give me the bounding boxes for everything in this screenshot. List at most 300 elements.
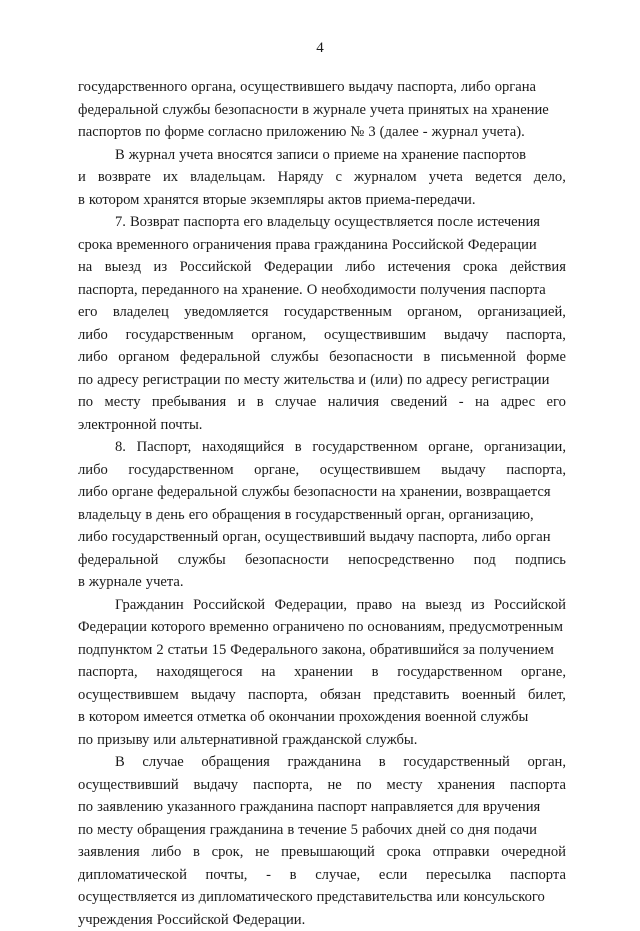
word: хранятся xyxy=(143,189,198,212)
word: хранение xyxy=(491,99,548,122)
word: паспорта xyxy=(510,864,566,887)
text-line xyxy=(78,864,566,887)
word: превышающий xyxy=(281,841,375,864)
word: его xyxy=(189,504,208,527)
word: органа, xyxy=(191,76,236,99)
word: органе, xyxy=(521,661,566,684)
word: безопасности xyxy=(214,99,298,122)
word: выдачу xyxy=(441,459,486,482)
page-number: 4 xyxy=(0,38,640,58)
text-line xyxy=(78,661,566,684)
word: осуществившего xyxy=(240,76,344,99)
word: регистрации xyxy=(472,369,550,392)
word: на xyxy=(261,661,275,684)
word: 3 xyxy=(368,121,375,144)
word: актов xyxy=(328,189,362,212)
word: права xyxy=(275,234,310,257)
word: адресу xyxy=(426,369,468,392)
word: организацию, xyxy=(449,504,534,527)
word: за xyxy=(463,639,475,662)
text-line xyxy=(78,549,566,572)
text-line xyxy=(78,639,566,662)
word: Паспорт, xyxy=(137,436,192,459)
text-line xyxy=(78,886,566,909)
word: альтернативной xyxy=(180,729,278,752)
word: либо xyxy=(78,481,108,504)
word: осуществляется xyxy=(334,211,433,234)
word: О xyxy=(307,279,318,302)
word: органе, xyxy=(254,459,299,482)
word: уведомляется xyxy=(184,301,268,324)
word: либо xyxy=(151,841,181,864)
word: либо xyxy=(78,324,108,347)
word: письменной xyxy=(441,346,516,369)
word: федеральной xyxy=(157,481,237,504)
word: государственного xyxy=(78,76,187,99)
word: действия xyxy=(510,256,566,279)
text-line xyxy=(78,819,566,842)
word: истечения xyxy=(477,211,540,234)
word: обратившийся xyxy=(370,639,459,662)
word: либо xyxy=(78,459,108,482)
word: представительства xyxy=(317,886,433,909)
word: органа xyxy=(495,76,536,99)
word: на xyxy=(383,144,397,167)
word: обязан xyxy=(320,684,361,707)
word: месту xyxy=(387,774,423,797)
word: по xyxy=(407,369,422,392)
text-line xyxy=(78,391,566,414)
word: на xyxy=(223,279,237,302)
word: органе, xyxy=(428,436,473,459)
word: об xyxy=(250,706,265,729)
word: паспорта xyxy=(510,774,566,797)
word: в xyxy=(290,864,297,887)
text-line xyxy=(78,99,566,122)
word: 8. xyxy=(115,436,126,459)
word: орган, xyxy=(222,526,261,549)
word: гражданина xyxy=(314,234,388,257)
word: прохождения xyxy=(339,706,421,729)
word: приложению xyxy=(266,121,346,144)
word: владелец xyxy=(113,301,169,324)
text-line xyxy=(78,211,566,234)
word: Федерации xyxy=(468,234,537,257)
word: службы. xyxy=(366,729,418,752)
word: пребывания xyxy=(152,391,226,414)
word: на xyxy=(475,391,489,414)
word: гражданина xyxy=(210,819,284,842)
word: и xyxy=(78,166,86,189)
word: хранения xyxy=(437,774,495,797)
word: на xyxy=(78,256,92,279)
text-line xyxy=(78,774,566,797)
word: выезд xyxy=(105,256,141,279)
word: безопасности xyxy=(294,481,378,504)
word: почты. xyxy=(161,414,203,437)
word: федеральной xyxy=(78,99,158,122)
word: журнале xyxy=(313,99,366,122)
word: В xyxy=(115,144,125,167)
word: котором xyxy=(89,706,140,729)
word: журнал xyxy=(432,121,478,144)
word: либо xyxy=(78,526,108,549)
word: журналом xyxy=(354,166,417,189)
word: государственным xyxy=(126,324,234,347)
word: котором xyxy=(89,189,140,212)
word: 5 xyxy=(351,819,358,842)
word: дня xyxy=(468,819,490,842)
word: по xyxy=(78,391,93,414)
word: выдачу xyxy=(349,76,394,99)
word: паспорта, xyxy=(397,76,457,99)
word: его xyxy=(78,301,97,324)
word: возврате xyxy=(98,166,151,189)
word: срок, xyxy=(212,841,244,864)
text-line xyxy=(78,301,566,324)
word: месту xyxy=(244,369,280,392)
word: ограничено xyxy=(273,616,345,639)
word: Российской xyxy=(193,594,265,617)
word: по xyxy=(78,819,93,842)
word: консульского xyxy=(463,886,544,909)
word: либо xyxy=(482,526,512,549)
word: не xyxy=(255,841,269,864)
word: (или) xyxy=(370,369,403,392)
word: на xyxy=(381,481,395,504)
word: имеется xyxy=(143,706,193,729)
text-line xyxy=(78,234,566,257)
word: либо xyxy=(78,346,108,369)
word: в xyxy=(302,99,309,122)
word: течение xyxy=(298,819,346,842)
word: военной xyxy=(425,706,476,729)
word: осуществившем xyxy=(78,684,179,707)
text-line xyxy=(78,751,566,774)
text-line xyxy=(78,279,566,302)
text-line xyxy=(78,729,566,752)
word: в xyxy=(423,346,430,369)
document-body xyxy=(78,76,566,931)
text-line xyxy=(78,459,566,482)
word: орган, xyxy=(406,504,445,527)
word: получением xyxy=(479,639,554,662)
word: владельцам. xyxy=(190,166,265,189)
word: если xyxy=(379,864,407,887)
word: приеме xyxy=(334,144,379,167)
word: закона, xyxy=(322,639,366,662)
word: отправки xyxy=(433,841,490,864)
word: осуществивший xyxy=(78,774,179,797)
word: Гражданин xyxy=(115,594,184,617)
word: со xyxy=(450,819,464,842)
word: журнале xyxy=(89,571,142,594)
word: заявления xyxy=(78,841,140,864)
word: учета). xyxy=(482,121,525,144)
word: для xyxy=(457,796,478,819)
text-line xyxy=(78,684,566,707)
word: государственным xyxy=(284,301,392,324)
word: паспорта, xyxy=(78,279,138,302)
word: гражданина xyxy=(288,751,362,774)
word: хранение xyxy=(401,144,458,167)
word: в xyxy=(372,661,379,684)
word: очередной xyxy=(501,841,566,864)
word: на xyxy=(402,594,416,617)
word: службы xyxy=(162,99,210,122)
word: либо xyxy=(461,76,491,99)
word: согласно xyxy=(208,121,262,144)
text-line xyxy=(78,76,566,99)
word: из xyxy=(154,256,168,279)
word: органом, xyxy=(251,324,306,347)
word: в xyxy=(193,841,200,864)
word: ограничения xyxy=(193,234,272,257)
word: хранении, xyxy=(400,481,462,504)
word: и xyxy=(238,391,246,414)
word: сведений xyxy=(390,391,447,414)
text-line xyxy=(78,436,566,459)
word: паспорта xyxy=(183,211,239,234)
word: статьи xyxy=(168,639,208,662)
word: 2 xyxy=(156,639,163,662)
word: осуществившем xyxy=(320,459,421,482)
word: 7. xyxy=(115,211,126,234)
word: по xyxy=(225,369,240,392)
word: учета. xyxy=(146,571,184,594)
text-line xyxy=(78,909,566,931)
word: месту xyxy=(104,391,140,414)
word: случае, xyxy=(315,864,360,887)
word: ведется xyxy=(475,166,522,189)
word: в xyxy=(145,504,152,527)
word: органом, xyxy=(407,301,462,324)
word: в xyxy=(78,571,85,594)
word: паспортов xyxy=(463,144,526,167)
word: получения xyxy=(420,279,486,302)
text-line xyxy=(78,706,566,729)
word: государственный xyxy=(403,751,510,774)
word: в xyxy=(287,819,294,842)
word: выдачу xyxy=(370,526,415,549)
word: под xyxy=(474,549,496,572)
word: отметка xyxy=(197,706,246,729)
word: дней xyxy=(417,819,447,842)
word: принятых xyxy=(408,99,469,122)
word: жительства xyxy=(284,369,355,392)
word: подпись xyxy=(515,549,566,572)
word: по xyxy=(78,796,93,819)
word: дипломатического xyxy=(199,886,313,909)
word: выдачу xyxy=(193,774,238,797)
word: форме xyxy=(164,121,204,144)
word: срока xyxy=(78,234,112,257)
word: - xyxy=(266,864,271,887)
word: паспорта, xyxy=(248,684,308,707)
word: службы xyxy=(178,549,226,572)
word: 15 xyxy=(212,639,227,662)
word: выдачу xyxy=(444,324,489,347)
word: либо xyxy=(345,256,375,279)
word: государственном xyxy=(128,459,233,482)
word: государственном xyxy=(397,661,502,684)
word: владельцу xyxy=(267,211,330,234)
word: находящийся xyxy=(202,436,284,459)
word: Федерального xyxy=(230,639,318,662)
word: осуществляется xyxy=(78,886,177,909)
word: паспорт xyxy=(317,796,366,819)
word: срока xyxy=(387,841,421,864)
word: день xyxy=(156,504,184,527)
word: подпунктом xyxy=(78,639,152,662)
word: орган, xyxy=(527,751,566,774)
word: временно xyxy=(209,616,268,639)
word: федеральной xyxy=(180,346,260,369)
word: случае xyxy=(275,391,316,414)
word: билет, xyxy=(528,684,566,707)
word: из xyxy=(471,594,485,617)
word: случае xyxy=(142,751,183,774)
word: Возврат xyxy=(130,211,179,234)
word: с xyxy=(335,166,341,189)
text-line xyxy=(78,346,566,369)
word: находящегося xyxy=(156,661,242,684)
word: паспорта, xyxy=(506,459,566,482)
word: Федерации xyxy=(78,616,147,639)
word: срока xyxy=(463,256,497,279)
text-line xyxy=(78,121,566,144)
word: хранении xyxy=(294,661,353,684)
word: в xyxy=(78,189,85,212)
word: - xyxy=(423,121,428,144)
word: подачи xyxy=(494,819,537,842)
word: окончании xyxy=(269,706,335,729)
word: по xyxy=(78,369,93,392)
word: владельцу xyxy=(78,504,141,527)
word: Российской xyxy=(392,234,464,257)
word: почты, xyxy=(206,864,248,887)
word: органе xyxy=(112,481,153,504)
word: Российской xyxy=(494,594,566,617)
text-line xyxy=(78,571,566,594)
word: гражданской xyxy=(282,729,362,752)
text-line xyxy=(78,526,566,549)
word: предусмотренным xyxy=(449,616,563,639)
word: выезд xyxy=(425,594,461,617)
word: № xyxy=(350,121,364,144)
word: временного xyxy=(116,234,188,257)
text-line xyxy=(78,841,566,864)
text-line xyxy=(78,504,566,527)
word: необходимости xyxy=(321,279,416,302)
word: - xyxy=(459,391,464,414)
word: дипломатической xyxy=(78,864,187,887)
word: на xyxy=(473,99,487,122)
text-line xyxy=(78,481,566,504)
word: по xyxy=(357,774,372,797)
word: по xyxy=(145,121,160,144)
word: журнал xyxy=(129,144,175,167)
text-line xyxy=(78,166,566,189)
word: призыву xyxy=(97,729,149,752)
word: учета xyxy=(370,99,404,122)
text-line xyxy=(78,256,566,279)
word: право xyxy=(356,594,392,617)
word: заявлению xyxy=(97,796,163,819)
word: орган xyxy=(516,526,551,549)
word: безопасности xyxy=(329,346,413,369)
word: обращения xyxy=(212,504,281,527)
word: основаниям, xyxy=(367,616,445,639)
text-line xyxy=(78,796,566,819)
word: Российской xyxy=(157,909,229,931)
word: государственный xyxy=(112,526,219,549)
word: по xyxy=(78,729,93,752)
word: обращения xyxy=(137,819,206,842)
text-line xyxy=(78,189,566,212)
word: после xyxy=(437,211,473,234)
text-line xyxy=(78,616,566,639)
word: паспорта xyxy=(490,279,546,302)
word: федеральной xyxy=(78,549,158,572)
word: не xyxy=(327,774,341,797)
word: и xyxy=(358,369,366,392)
word: паспортов xyxy=(78,121,141,144)
word: или xyxy=(437,886,460,909)
word: службы xyxy=(242,481,290,504)
word: его xyxy=(243,211,262,234)
word: государственный xyxy=(296,504,403,527)
word: хранение. xyxy=(242,279,303,302)
word: его xyxy=(547,391,566,414)
word: приема-передачи. xyxy=(366,189,476,212)
word: месту xyxy=(97,819,133,842)
word: паспорта, xyxy=(253,774,313,797)
word: вручения xyxy=(483,796,540,819)
word: государственном xyxy=(312,436,417,459)
word: адрес xyxy=(501,391,536,414)
word: экземпляры xyxy=(250,189,324,212)
word: паспорта, xyxy=(418,526,478,549)
word: возвращается xyxy=(466,481,550,504)
word: в xyxy=(379,751,386,774)
word: пересылка xyxy=(426,864,491,887)
word: представить xyxy=(373,684,449,707)
word: о xyxy=(323,144,330,167)
word: указанного xyxy=(167,796,236,819)
word: органом xyxy=(118,346,169,369)
word: записи xyxy=(277,144,319,167)
word: которого xyxy=(151,616,205,639)
word: осуществивший xyxy=(265,526,366,549)
word: их xyxy=(163,166,178,189)
word: В xyxy=(115,751,125,774)
word: паспорта, xyxy=(506,324,566,347)
text-line xyxy=(78,144,566,167)
word: осуществившим xyxy=(324,324,426,347)
word: Наряду xyxy=(278,166,324,189)
word: выдачу xyxy=(191,684,236,707)
word: адресу xyxy=(97,369,139,392)
word: организации, xyxy=(484,436,566,459)
word: Российской xyxy=(180,256,252,279)
word: в xyxy=(285,504,292,527)
word: обращения xyxy=(201,751,270,774)
word: паспорта, xyxy=(78,661,138,684)
word: дело, xyxy=(534,166,566,189)
word: (далее xyxy=(380,121,419,144)
word: рабочих xyxy=(362,819,413,842)
